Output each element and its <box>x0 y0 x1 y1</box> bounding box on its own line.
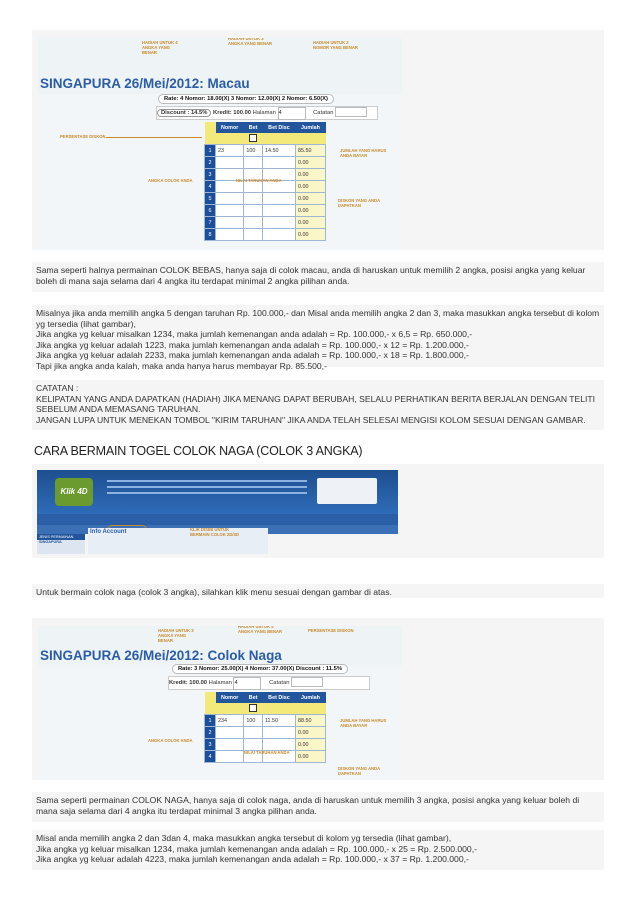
table-row <box>205 727 326 739</box>
nomor-input[interactable]: 234 <box>216 715 244 727</box>
account-panel <box>88 528 268 554</box>
table-row <box>205 715 326 727</box>
betdisc-value: 11.50 <box>262 715 295 727</box>
col-nomor: Nomor <box>216 122 244 133</box>
row-number: 5 <box>205 193 216 205</box>
catatan-label: Catatan <box>269 680 290 686</box>
row-number: 2 <box>205 727 216 739</box>
kredit-value: Kredit: 100.00 <box>169 680 208 686</box>
betdisc-value <box>262 727 295 739</box>
nomor-input[interactable] <box>216 739 244 751</box>
row-number: 4 <box>205 751 216 763</box>
jumlah-value: 0.00 <box>295 169 325 181</box>
bet-input[interactable] <box>244 727 263 739</box>
table-row <box>205 229 326 241</box>
row-number: 8 <box>205 229 216 241</box>
jumlah-value: 0.00 <box>295 217 325 229</box>
paragraph-text: Untuk bermain colok naga (colok 3 angka), silahkan klik menu sesuai dengan gambar di atas. <box>36 587 392 597</box>
col-jumlah: Jumlah <box>295 122 325 133</box>
halaman-input[interactable]: 4 <box>278 107 306 120</box>
row-number: 1 <box>205 715 216 727</box>
note-hadiah4: HADIAH UNTUK 4 ANGKA YANG BENAR <box>238 626 283 634</box>
nomor-input[interactable] <box>216 157 244 169</box>
nomor-input[interactable] <box>216 751 244 763</box>
note-diskon-dapat: DISKON YANG ANDA DAPATKAN <box>338 766 381 776</box>
select-checkbox[interactable] <box>249 134 257 142</box>
note-angka: ANGKA COLOK ANDA <box>148 738 193 743</box>
section-heading: CARA BERMAIN TOGEL COLOK NAGA (COLOK 3 ANGKA) <box>34 444 363 458</box>
note-angka: ANGKA COLOK ANDA <box>148 178 193 183</box>
note-hadiah3: HADIAH UNTUK 3 ANGKA YANG BENAR <box>158 628 194 643</box>
screenshot-macau-frame <box>32 30 604 250</box>
main-nav <box>37 514 398 525</box>
bet-input[interactable] <box>244 739 263 751</box>
catatan-label: Catatan <box>313 110 334 116</box>
bet-input[interactable] <box>244 193 263 205</box>
jumlah-value: 0.00 <box>295 157 325 169</box>
paragraph-text: Sama seperti permainan COLOK NAGA, hanya saja di colok naga, anda di haruskan untuk memilih 3 angka, posisi angka yang keluar boleh di mana saja selama dari 4 angka itu terdapat minimal 3 angka pilihan anda. <box>36 795 580 816</box>
account-title: Info Account <box>90 529 127 535</box>
col-bet: Bet <box>244 122 263 133</box>
halaman-label: Halaman <box>252 110 276 116</box>
betdisc-value <box>262 739 295 751</box>
col-betdisc: Bet Disc <box>262 692 295 703</box>
catatan-block <box>32 380 604 430</box>
rate-line <box>172 664 348 674</box>
screenshot-naga-title: SINGAPURA 26/Mei/2012: Colok Naga <box>40 648 282 663</box>
row-number: 3 <box>205 169 216 181</box>
bet-input[interactable] <box>244 205 263 217</box>
paragraph-macau-intro <box>32 262 604 292</box>
bet-input[interactable]: 100 <box>244 715 263 727</box>
table-row <box>205 193 326 205</box>
paragraph-macau-example <box>32 305 604 371</box>
screenshot-macau <box>38 38 402 250</box>
betdisc-value <box>262 217 295 229</box>
screenshot-macau-title: SINGAPURA 26/Mei/2012: Macau <box>40 76 250 91</box>
bet-input[interactable] <box>244 229 263 241</box>
table-row <box>205 217 326 229</box>
note-klik-disini: KLIK DISINI UNTUK BERMAIN COLOK 2D/3D <box>190 527 239 537</box>
bet-input[interactable]: 100 <box>244 145 263 157</box>
betdisc-value <box>262 157 295 169</box>
note-hadiah2: HADIAH UNTUK 2 NOMOR YANG BENAR <box>313 40 358 50</box>
betdisc-value: 14.50 <box>262 145 295 157</box>
paragraph-naga-example <box>32 830 604 870</box>
jumlah-value: 88.50 <box>295 715 325 727</box>
row-number: 3 <box>205 739 216 751</box>
bet-input[interactable] <box>244 217 263 229</box>
row-number: 1 <box>205 145 216 157</box>
note-diskon: PERSENTASE DISKON <box>308 628 354 633</box>
jumlah-value: 0.00 <box>295 181 325 193</box>
table-row <box>205 157 326 169</box>
betdisc-value <box>262 193 295 205</box>
catatan-input[interactable] <box>335 107 367 117</box>
site-logo[interactable]: Klik 4D <box>55 478 93 506</box>
paragraph-line: Jika angka yg keluar adalah 4223, maka jumlah kemenangan anda adalah = Rp. 100.000,- x 37 = Rp. 1.200.000,- <box>36 854 469 865</box>
catatan-input[interactable] <box>291 677 323 687</box>
paragraph-line: Jika angka yg keluar adalah 1223, maka jumlah kemenangan anda adalah = Rp. 100.000,- x 12 = Rp. 1.200.000,- <box>36 339 469 350</box>
row-number: 6 <box>205 205 216 217</box>
screenshot-naga-frame <box>32 618 604 780</box>
col-nomor: Nomor <box>216 692 244 703</box>
select-checkbox[interactable] <box>249 704 257 712</box>
paragraph-text: Sama seperti halnya permainan COLOK BEBAS, hanya saja di colok macau, anda di haruskan untuk memilih 2 angka, posisi angka yang keluar boleh di mana saja selama dari 4 angka itu terdapat minimal 2 angka pilihan anda. <box>36 265 586 286</box>
rate-text: Rate: 3 Nomor: 25.00(X) 4 Nomor: 37.00(X) <box>178 666 295 672</box>
kredit-row <box>168 676 370 690</box>
jumlah-value: 0.00 <box>295 727 325 739</box>
paragraph-line: Misalnya jika anda memilih angka 5 dengan taruhan Rp. 100.000,- dan Misal anda memilih angka 2 dan 3, maka masukkan angka tersebut di kolom yg tersedia (lihat gambar), <box>36 308 600 329</box>
catatan-line: JANGAN LUPA UNTUK MENEKAN TOMBOL "KIRIM TARUHAN" JIKA ANDA TELAH SELESAI MENGISI KOLOM SESUAI DENGAN GAMBAR. <box>36 414 586 425</box>
note-jumlah-bayar: JUMLAH YANG HARUS ANDA BAYAR <box>340 718 387 728</box>
note-hadiah4: HADIAH UNTUK 4 ANGKA YANG BENAR <box>142 40 178 55</box>
paragraph-klik <box>32 584 604 598</box>
nomor-input[interactable] <box>216 193 244 205</box>
discount-value: Discount : 11.5% <box>295 666 342 672</box>
jumlah-value: 0.00 <box>295 229 325 241</box>
catatan-line: KELIPATAN YANG ANDA DAPATKAN (HADIAH) JIKA MENANG DAPAT BERUBAH, SELALU PERHATIKAN BERITA BERJALAN DENGAN TELITI SEBELUM ANDA MEMASANG TARUHAN. <box>36 393 596 415</box>
paragraph-line: Tapi jika angka anda kalah, maka anda hanya harus membayar Rp. 85.500,- <box>36 360 327 371</box>
ticker <box>107 476 307 500</box>
jumlah-value: 0.00 <box>295 751 325 763</box>
catatan-title: CATATAN : <box>36 383 79 393</box>
halaman-label: Halaman <box>208 680 232 686</box>
row-number: 7 <box>205 217 216 229</box>
bet-input[interactable] <box>244 157 263 169</box>
paragraph-line: Jika angka yg keluar adalah 2233, maka jumlah kemenangan anda adalah = Rp. 100.000,- x 18 = Rp. 1.800.000,- <box>36 350 469 361</box>
betdisc-value <box>262 205 295 217</box>
col-betdisc: Bet Disc <box>262 122 295 133</box>
paragraph-line: Jika angka yg keluar misalkan 1234, maka jumlah kemenangan anda adalah = Rp. 100.000,- x 6,5 = Rp. 650.000,- <box>36 329 473 340</box>
jumlah-value: 0.00 <box>295 193 325 205</box>
note-nilai: NILAI TARUHAN ANDA <box>236 178 282 183</box>
jumlah-value: 85.50 <box>295 145 325 157</box>
row-number: 4 <box>205 181 216 193</box>
betdisc-value <box>262 229 295 241</box>
paragraph-naga-intro <box>32 792 604 822</box>
jumlah-value: 0.00 <box>295 205 325 217</box>
sidebar-item-singapura[interactable]: SINGAPURA <box>39 540 62 544</box>
note-diskon: PERSENTASE DISKON <box>60 134 106 139</box>
sidebar <box>37 534 85 554</box>
screenshot-naga <box>38 626 402 780</box>
note-diskon-dapat: DISKON YANG ANDA DAPATKAN <box>338 198 381 208</box>
discount-row <box>156 106 378 120</box>
user-panel <box>317 478 377 504</box>
col-bet: Bet <box>244 692 263 703</box>
discount-value: Discount : 14.5% <box>157 109 211 117</box>
site-header <box>37 470 398 514</box>
table-row <box>205 205 326 217</box>
rate-line: Rate: 4 Nomor: 18.00(X) 3 Nomor: 12.00(X) 2 Nomor: 6.50(X) <box>158 94 334 104</box>
paragraph-line: Misal anda memilih angka 2 dan 3dan 4, maka masukkan angka tersebut di kolom yg tersedia (lihat gambar), <box>36 833 452 843</box>
row-number: 2 <box>205 157 216 169</box>
note-jumlah-bayar: JUMLAH YANG HARUS ANDA BAYAR <box>340 148 387 158</box>
halaman-input[interactable]: 4 <box>233 677 261 690</box>
table-row <box>205 739 326 751</box>
note-nilai: NILAI TARUHAN ANDA <box>244 750 290 755</box>
nomor-input[interactable] <box>216 727 244 739</box>
col-jumlah: Jumlah <box>295 692 325 703</box>
nomor-input[interactable] <box>216 205 244 217</box>
table-row <box>205 145 326 157</box>
nomor-input[interactable] <box>216 217 244 229</box>
paragraph-line: Jika angka yg keluar misalkan 1234, maka jumlah kemenangan anda adalah = Rp. 100.000,- x 25 = Rp. 2.500.000,- <box>36 843 477 854</box>
nomor-input[interactable] <box>216 229 244 241</box>
note-hadiah3: HADIAH UNTUK 3 ANGKA YANG BENAR <box>228 38 273 46</box>
arrow <box>106 137 202 138</box>
sidebar-title: JENIS PERMAINAN <box>37 534 85 540</box>
jumlah-value: 0.00 <box>295 739 325 751</box>
nomor-input[interactable]: 23 <box>216 145 244 157</box>
kredit-value: Kredit: 100.00 <box>213 110 252 116</box>
